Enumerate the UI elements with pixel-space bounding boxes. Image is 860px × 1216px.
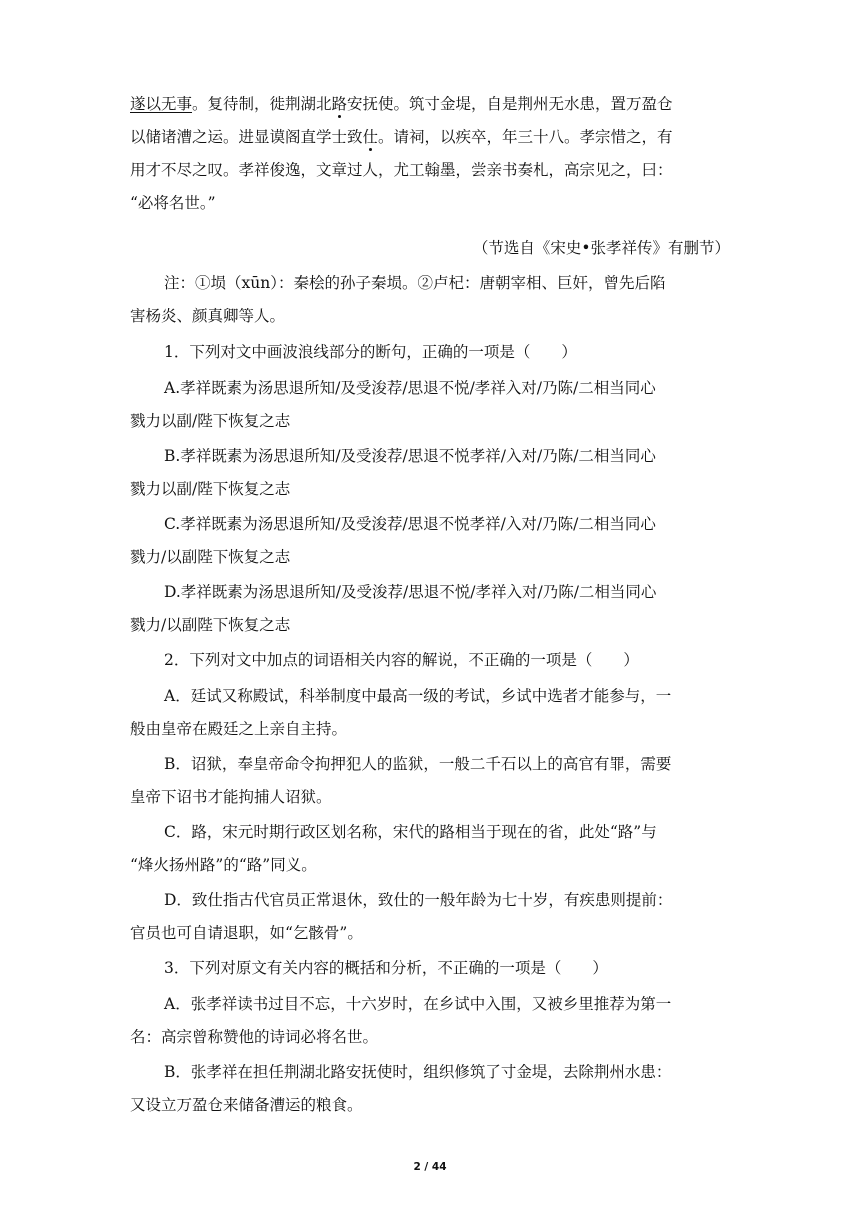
q1-option-a-line-1: A.孝祥既素为汤思退所知/及受浚荐/思退不悦/孝祥入对/乃陈/二相当同心 [164, 379, 656, 397]
q1-option-c-line-2: 戮力/以副陛下恢复之志 [130, 548, 291, 566]
q3-option-b-line-2: 又设立万盈仓来储备漕运的粮食。 [130, 1096, 363, 1114]
q2-option-b-line-1: B．诏狱，奉皇帝命令拘押犯人的监狱，一般二千石以上的高官有罪，需要 [164, 755, 672, 773]
dotted-word: 仕 [362, 128, 379, 146]
q2-option-a-line-2: 般由皇帝在殿廷之上亲自主持。 [130, 720, 348, 738]
passage-text: 。请祠，以疾卒，年三十八。孝宗惜之，有 [378, 128, 673, 146]
q1-option-d-line-2: 戮力/以副陛下恢复之志 [130, 616, 291, 634]
notes-line-2: 害杨炎、颜真卿等人。 [130, 307, 286, 325]
wavy-underlined-phrase: 遂以无事 [130, 95, 193, 113]
q3-option-b-line-1: B．张孝祥在担任荆湖北路安抚使时，组织修筑了寸金堤，去除荆州水患： [164, 1063, 672, 1081]
question-2-stem: 2．下列对文中加点的词语相关内容的解说，不正确的一项是（ ） [164, 651, 639, 669]
q1-option-b-line-2: 戮力以副/陛下恢复之志 [130, 480, 291, 498]
passage-line-1 [130, 92, 673, 114]
q2-option-c-line-2: “烽火扬州路”的“路”同义。 [130, 856, 317, 874]
q2-option-c-line-1: C．路，宋元时期行政区划名称，宋代的路相当于现在的省，此处“路”与 [164, 823, 657, 841]
passage-text: 安抚使。筑寸金堤，自是荆州无水患，置万盈仓 [347, 95, 673, 113]
passage-line-4: “必将名世。” [130, 194, 216, 212]
q1-option-c-line-1: C.孝祥既素为汤思退所知/及受浚荐/思退不悦孝祥/入对/乃陈/二相当同心 [164, 515, 656, 533]
q2-option-d-line-2: 官员也可自请退职，如“乞骸骨”。 [130, 924, 363, 942]
q1-option-b-line-1: B.孝祥既素为汤思退所知/及受浚荐/思退不悦孝祥/入对/乃陈/二相当同心 [164, 447, 656, 465]
q2-option-a-line-1: A．廷试又称殿试，科举制度中最高一级的考试，乡试中选者才能参与，一 [164, 687, 672, 705]
q2-option-b-line-2: 皇帝下诏书才能拘捕人诏狱。 [130, 788, 332, 806]
passage-line-3: 用才不尽之叹。孝祥俊逸，文章过人，尤工翰墨，尝亲书奏札，高宗见之，曰： [130, 161, 673, 179]
question-1-stem: 1．下列对文中画波浪线部分的断句，正确的一项是（ ） [164, 343, 577, 361]
source-citation: （节选自《宋史•张孝祥传》有删节） [472, 239, 730, 257]
q1-option-d-line-1: D.孝祥既素为汤思退所知/及受浚荐/思退不悦/孝祥入对/乃陈/二相当同心 [164, 583, 657, 601]
q3-option-a-line-2: 名：高宗曾称赞他的诗词必将名世。 [130, 1028, 379, 1046]
passage-text: 以储诸漕之运。进显谟阁直学士致 [130, 128, 363, 146]
notes-line-1: 注：①埙（xūn）：秦桧的孙子秦埙。②卢杞：唐朝宰相、巨奸，曾先后陷 [164, 274, 666, 292]
question-3-stem: 3．下列对原文有关内容的概括和分析，不正确的一项是（ ） [164, 959, 608, 977]
dotted-word: 路 [331, 95, 348, 113]
passage-line-2 [130, 125, 673, 147]
page-number: 2 / 44 [413, 1161, 447, 1173]
q2-option-d-line-1: D．致仕指古代官员正常退休，致仕的一般年龄为七十岁，有疾患则提前： [164, 891, 673, 909]
q1-option-a-line-2: 戮力以副/陛下恢复之志 [130, 412, 291, 430]
q3-option-a-line-1: A．张孝祥读书过目不忘，十六岁时，在乡试中入围，又被乡里推荐为第一 [164, 995, 672, 1013]
passage-text: 。复待制，徙荆湖北 [192, 95, 332, 113]
